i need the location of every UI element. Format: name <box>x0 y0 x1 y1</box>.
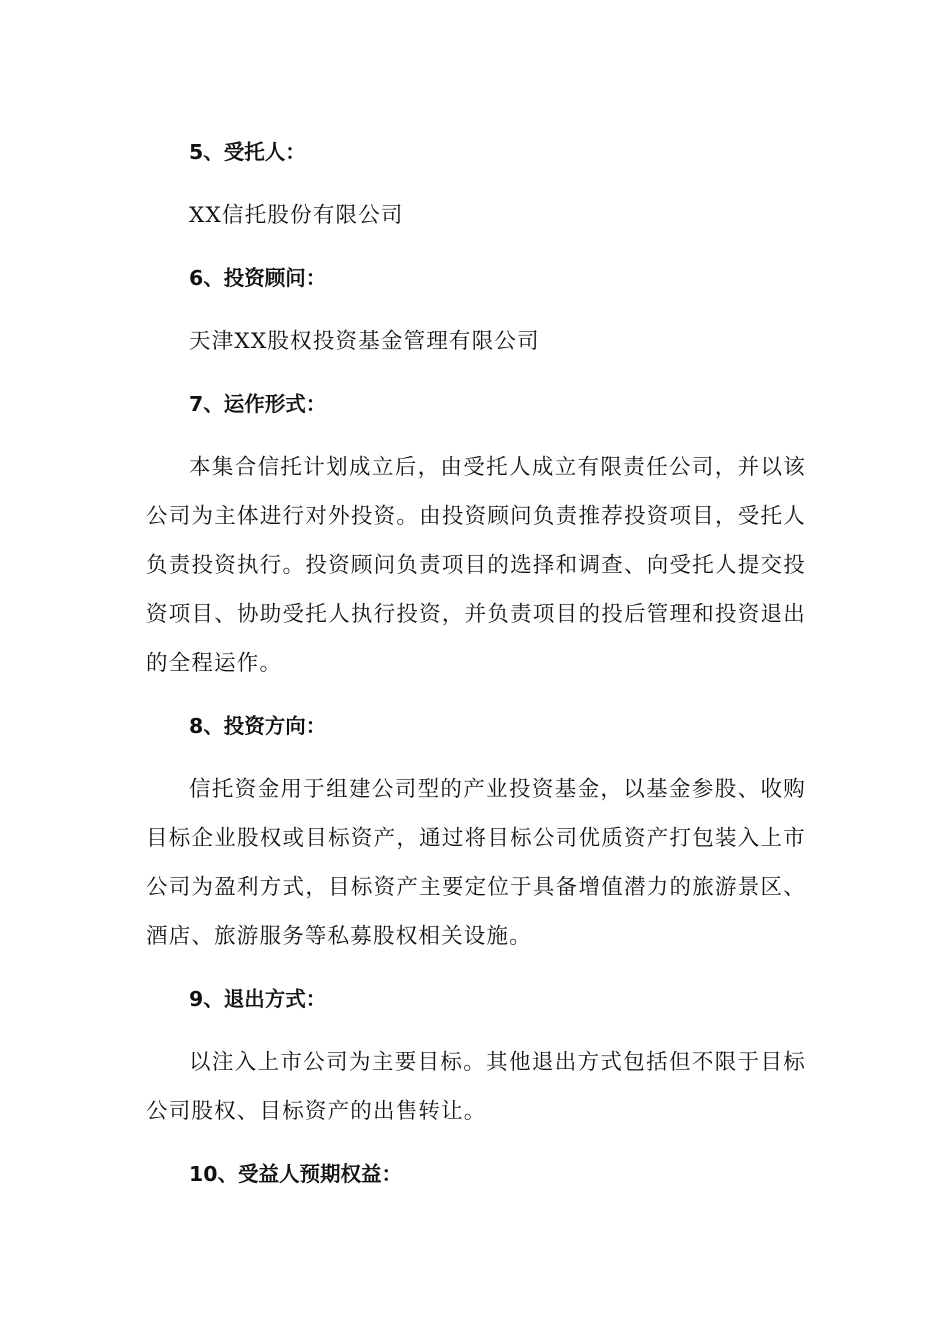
section-heading-exit-method: 9、退出方式： <box>189 987 327 1011</box>
section-body-investment-direction: 信托资金用于组建公司型的产业投资基金，以基金参股、收购目标企业股权或目标资产，通过将目标公司优质资产打包装入上市公司为盈利方式，目标资产主要定位于具备增值潜力的旅游景区、酒店、旅游服务等私募股权相关设施。 <box>146 777 806 949</box>
section-body-operation-form: 本集合信托计划成立后，由受托人成立有限责任公司，并以该公司为主体进行对外投资。由投资顾问负责推荐投资项目，受托人负责投资执行。投资顾问负责项目的选择和调查、向受托人提交投资项目、协助受托人执行投资，并负责项目的投后管理和投资退出的全程运作。 <box>146 455 806 676</box>
section-heading-investment-advisor: 6、投资顾问： <box>189 266 327 290</box>
section-heading-beneficiary-expected-rights: 10、受益人预期权益： <box>189 1162 403 1186</box>
section-heading-trustee: 5、受托人： <box>189 140 306 164</box>
section-body-trustee: XX信托股份有限公司 <box>189 203 404 228</box>
section-body-exit-method: 以注入上市公司为主要目标。其他退出方式包括但不限于目标公司股权、目标资产的出售转让。 <box>146 1050 806 1124</box>
section-body-investment-advisor: 天津XX股权投资基金管理有限公司 <box>189 329 540 354</box>
document-body <box>146 128 806 1199</box>
section-heading-operation-form: 7、运作形式： <box>189 392 327 416</box>
section-heading-investment-direction: 8、投资方向： <box>189 714 327 738</box>
